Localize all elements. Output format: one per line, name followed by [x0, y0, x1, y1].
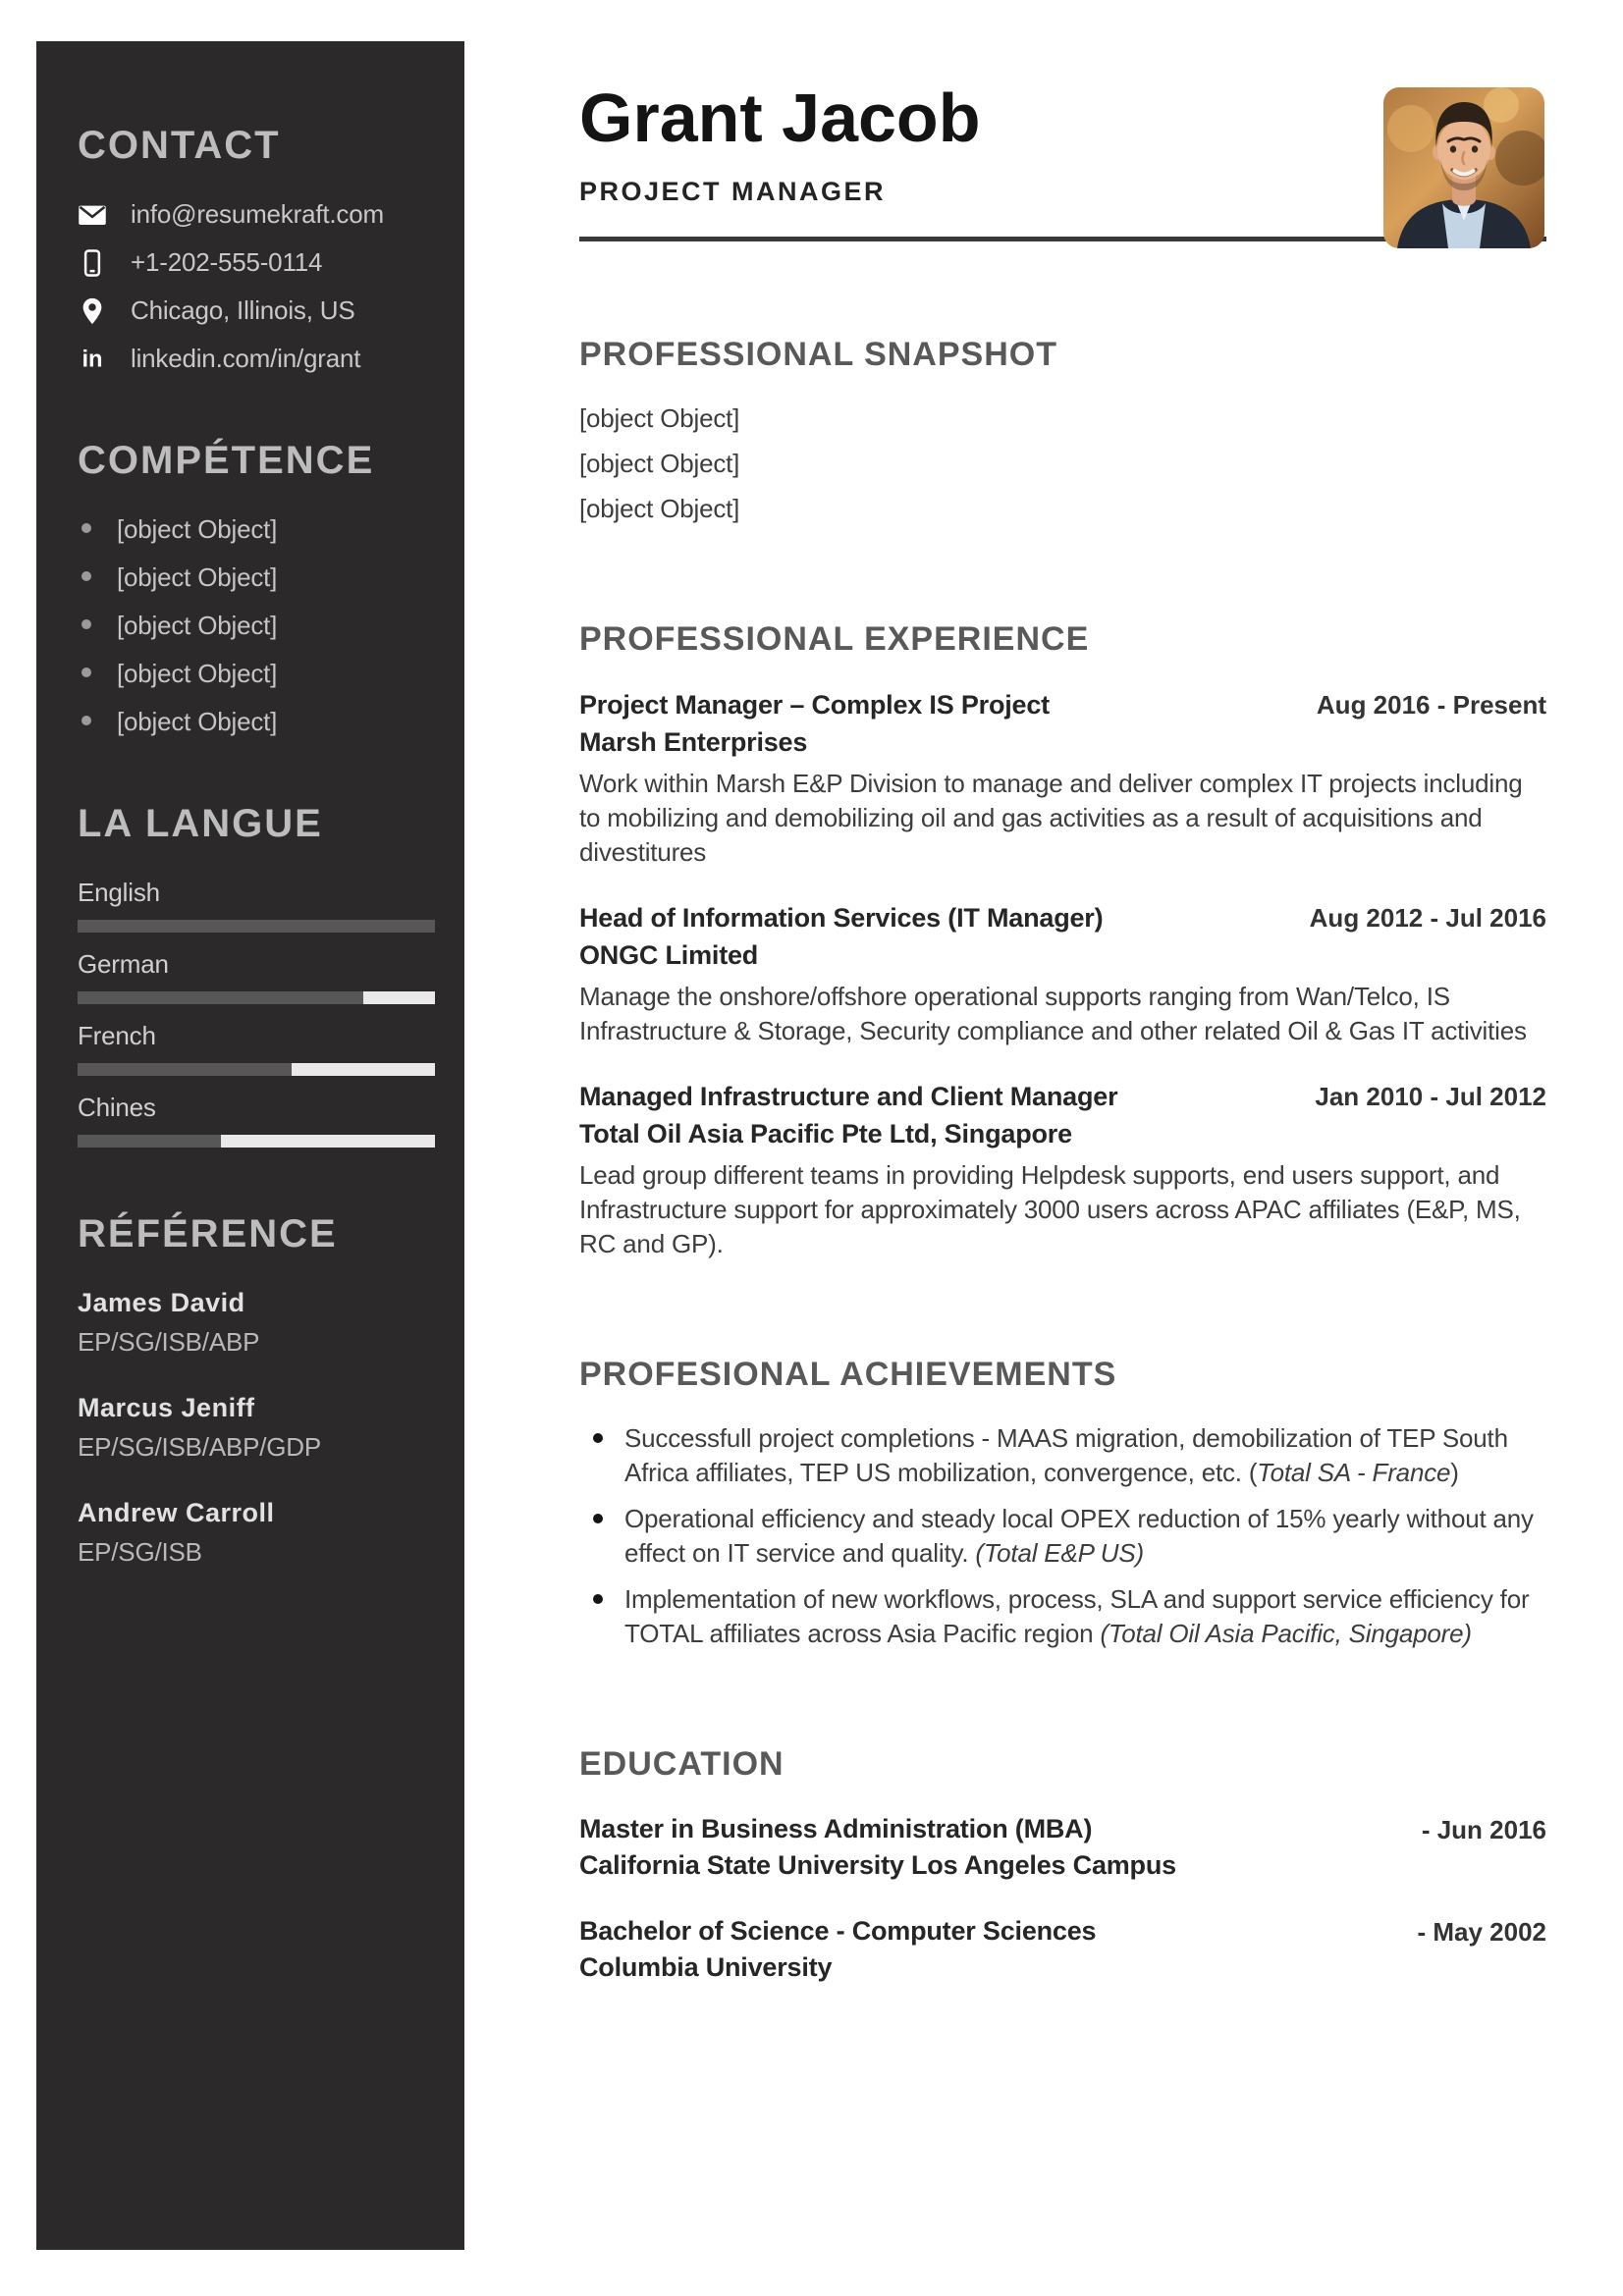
language-item [78, 1021, 435, 1076]
reference-dept: EP/SG/ISB/ABP [78, 1327, 260, 1357]
education-dates: - May 2002 [1417, 1916, 1546, 1947]
main-column [579, 0, 1546, 2015]
achievement-context: (Total Oil Asia Pacific, Singapore) [1100, 1618, 1472, 1648]
education-heading: EDUCATION [579, 1744, 784, 1783]
contact-heading: CONTACT [78, 124, 281, 167]
language-name: German [78, 949, 169, 979]
skills-list [78, 514, 435, 737]
job-entry [579, 899, 1546, 1048]
skill-item: [object Object] [78, 707, 435, 737]
achievement-item [579, 1421, 1546, 1490]
experience-section [579, 620, 1546, 1261]
achievement-list [579, 1421, 1546, 1651]
job-company: ONGC Limited [579, 939, 759, 970]
language-list [78, 878, 435, 1148]
language-name: English [78, 878, 160, 907]
language-name: Chines [78, 1093, 156, 1122]
achievements-heading: PROFESIONAL ACHIEVEMENTS [579, 1355, 1117, 1393]
job-title: Head of Information Services (IT Manager) [579, 902, 1104, 933]
job-description: Work within Marsh E&P Division to manage and deliver complex IT projects including to mobilizing and demobilizing oil and gas activities as a result of acquisitions and divestitures [579, 768, 1523, 867]
reference-section [78, 1212, 435, 1568]
job-dates: Jan 2010 - Jul 2012 [1315, 1081, 1546, 1111]
contact-location-text: Chicago, Illinois, US [131, 295, 355, 325]
job-header [579, 899, 1546, 974]
education-dates: - Jun 2016 [1421, 1814, 1546, 1844]
snapshot-paragraph: [object Object] [579, 493, 740, 523]
job-header [579, 686, 1546, 761]
language-item [78, 878, 435, 933]
svg-text:in: in [81, 346, 103, 372]
skill-item: [object Object] [78, 514, 435, 545]
job-company: Marsh Enterprises [579, 726, 808, 757]
job-dates: Aug 2012 - Jul 2016 [1309, 902, 1546, 933]
language-level-track [78, 1135, 435, 1148]
langue-section [78, 802, 435, 1148]
reference-dept: EP/SG/ISB/ABP/GDP [78, 1432, 322, 1462]
contact-linkedin-text: linkedin.com/in/grant [131, 344, 361, 373]
reference-name: James David [78, 1288, 245, 1317]
contact-phone-text: +1-202-555-0114 [131, 247, 323, 277]
job-titles [579, 686, 1050, 761]
language-level-fill [78, 920, 435, 933]
competence-section [78, 439, 435, 737]
education-degree: Master in Business Administration (MBA) [579, 1813, 1093, 1843]
education-entry [579, 1811, 1546, 1884]
language-level-track [78, 991, 435, 1004]
achievements-section [579, 1356, 1546, 1651]
job-description: Lead group different teams in providing Helpdesk supports, end users support, and Infrastructure support for approximately 3000 users across APAC affiliates (E&P, MS, RC and GP). [579, 1159, 1521, 1258]
job-title: Project Manager – Complex IS Project [579, 689, 1050, 720]
contact-item-phone [78, 247, 435, 278]
snapshot-paragraph: [object Object] [579, 402, 740, 433]
reference-name: Marcus Jeniff [78, 1393, 255, 1422]
education-entry [579, 1913, 1546, 1986]
contact-section [78, 124, 435, 374]
achievement-item [579, 1502, 1546, 1571]
job-title: Managed Infrastructure and Client Manager [579, 1081, 1118, 1111]
snapshot-heading: PROFESSIONAL SNAPSHOT [579, 335, 1057, 373]
language-level-fill [78, 1135, 221, 1148]
email-icon [78, 200, 107, 230]
reference-name: Andrew Carroll [78, 1498, 275, 1527]
skill-item: [object Object] [78, 611, 435, 641]
snapshot-paragraphs [579, 401, 1546, 526]
language-item [78, 949, 435, 1004]
reference-item [78, 1498, 435, 1568]
reference-dept: EP/SG/ISB [78, 1537, 202, 1567]
langue-heading: LA LANGUE [78, 802, 323, 845]
achievement-item [579, 1582, 1546, 1651]
education-list [579, 1811, 1546, 1986]
reference-item [78, 1393, 435, 1463]
person-job-title: PROJECT MANAGER [579, 176, 887, 206]
education-school: California State University Los Angeles Campus [579, 1849, 1176, 1880]
achievement-context: Total SA - France [1257, 1457, 1451, 1487]
achievement-text: Successfull project completions - MAAS migration, demobilization of TEP South Africa affiliates, TEP US mobilization, convergence, etc. ( [624, 1422, 1508, 1487]
language-level-fill [78, 1063, 292, 1076]
achievement-text: Operational efficiency and steady local OPEX reduction of 15% yearly without any effect on IT service and quality. [624, 1503, 1534, 1568]
contact-email-text: info@resumekraft.com [131, 199, 384, 229]
sidebar [36, 41, 464, 2250]
skill-item: [object Object] [78, 659, 435, 689]
language-level-track [78, 1063, 435, 1076]
job-header [579, 1078, 1546, 1152]
competence-heading: COMPÉTENCE [78, 439, 375, 482]
job-company: Total Oil Asia Pacific Pte Ltd, Singapore [579, 1118, 1072, 1148]
snapshot-paragraph: [object Object] [579, 448, 740, 478]
profile-photo-illustration [1383, 87, 1544, 248]
language-name: French [78, 1021, 156, 1050]
education-titles [579, 1811, 1176, 1884]
achievement-context: (Total E&P US) [975, 1537, 1144, 1568]
phone-icon [78, 248, 107, 278]
job-titles [579, 899, 1103, 974]
achievement-text: Implementation of new workflows, process, SLA and support service efficiency for TOTAL affiliates across Asia Pacific region [624, 1583, 1530, 1648]
education-school: Columbia University [579, 1951, 833, 1982]
contact-item-email [78, 199, 435, 230]
person-name: Grant Jacob [579, 80, 981, 156]
language-level-track [78, 920, 435, 933]
location-icon [78, 296, 107, 326]
reference-list [78, 1288, 435, 1568]
job-titles [579, 1078, 1117, 1152]
snapshot-section [579, 336, 1546, 526]
achievement-text-end: ) [1450, 1457, 1459, 1487]
contact-item-linkedin [78, 344, 435, 374]
job-description: Manage the onshore/offshore operational supports ranging from Wan/Telco, IS Infrastructure & Storage, Security compliance and other related Oil & Gas IT activities [579, 981, 1527, 1045]
linkedin-icon [78, 345, 107, 374]
profile-photo [1383, 87, 1544, 248]
education-section [579, 1745, 1546, 1986]
language-item [78, 1093, 435, 1148]
education-titles [579, 1913, 1096, 1986]
education-degree: Bachelor of Science - Computer Sciences [579, 1915, 1097, 1946]
job-dates: Aug 2016 - Present [1316, 689, 1546, 720]
job-list [579, 686, 1546, 1261]
contact-item-location [78, 295, 435, 326]
job-entry [579, 686, 1546, 870]
reference-item [78, 1288, 435, 1358]
skill-item: [object Object] [78, 562, 435, 593]
language-level-fill [78, 991, 363, 1004]
job-entry [579, 1078, 1546, 1261]
experience-heading: PROFESSIONAL EXPERIENCE [579, 619, 1090, 658]
reference-heading: RÉFÉRENCE [78, 1212, 338, 1255]
